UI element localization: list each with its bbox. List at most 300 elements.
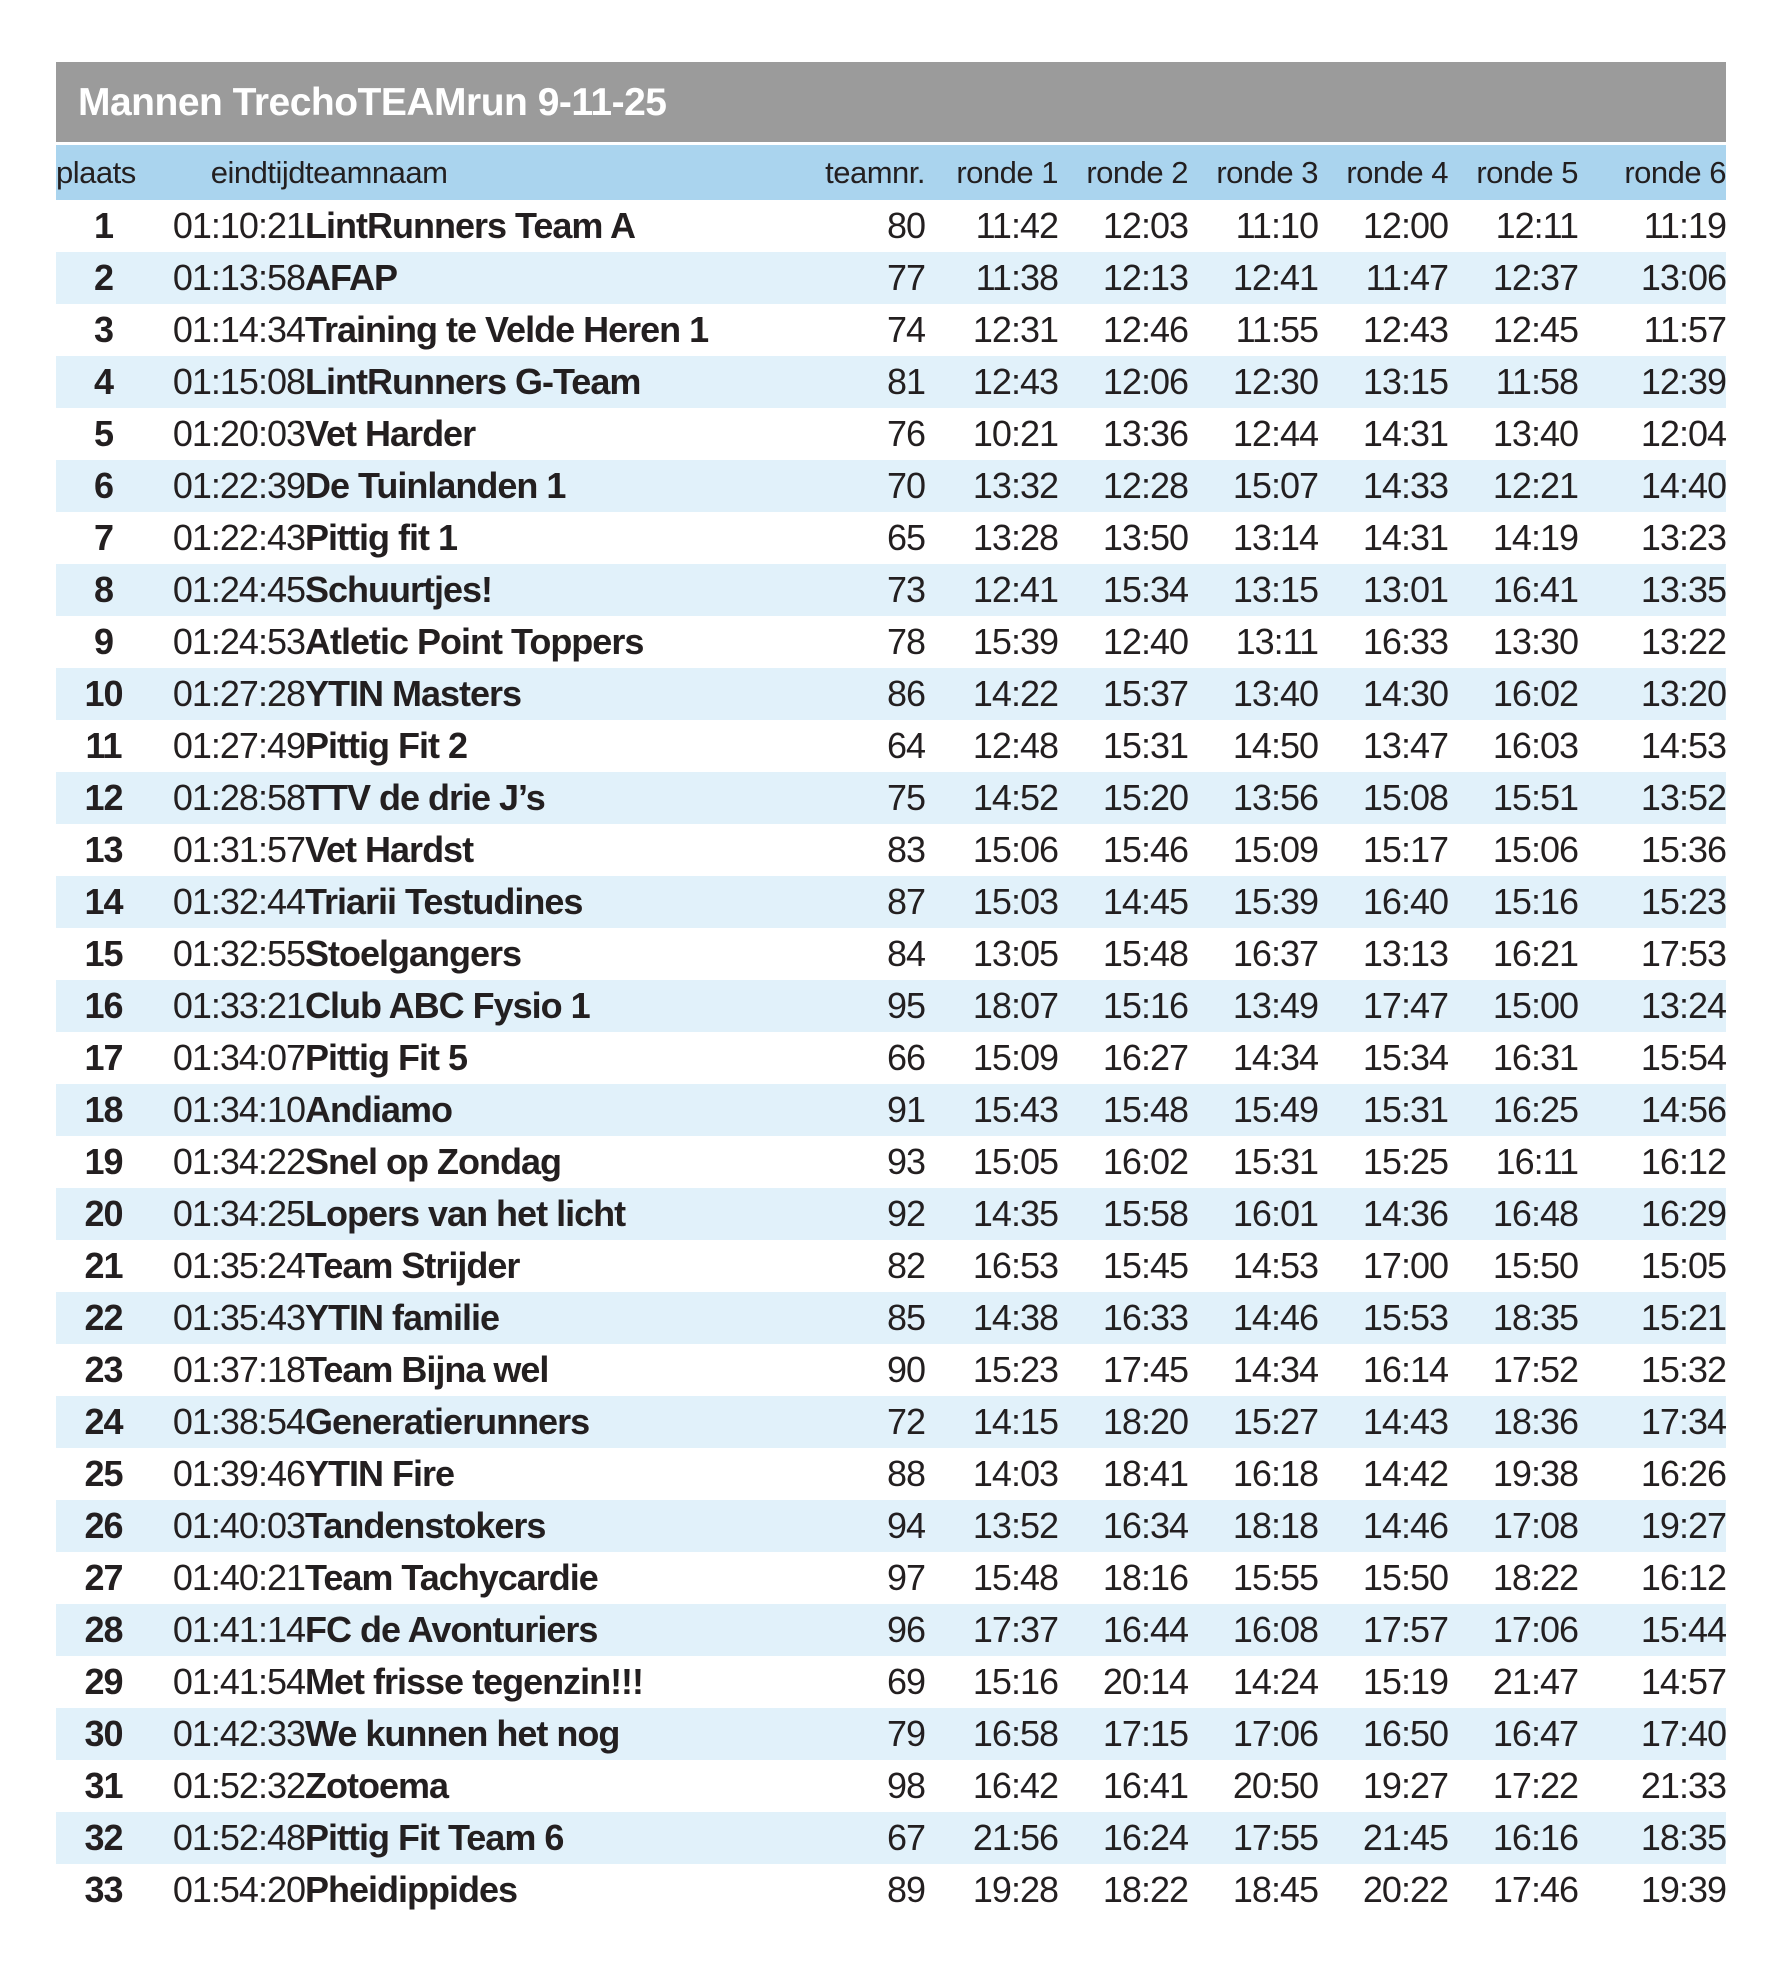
plaats-cell: 22: [84, 1297, 123, 1338]
teamnr-cell: 94: [886, 1505, 925, 1546]
ronde-2-cell: 16:02: [1102, 1141, 1188, 1182]
ronde-3-cell: 14:46: [1232, 1297, 1318, 1338]
table-row: [56, 1604, 1726, 1656]
teamnaam-cell: Team Strijder: [305, 1245, 520, 1286]
teamnr-cell: 84: [886, 933, 925, 974]
ronde-4-cell: 16:50: [1362, 1713, 1448, 1754]
ronde-4-cell: 12:00: [1362, 205, 1448, 246]
ronde-4-cell: 15:17: [1362, 829, 1448, 870]
teamnr-cell: 65: [886, 517, 925, 558]
teamnr-cell: 70: [886, 465, 925, 506]
plaats-cell: 25: [84, 1453, 123, 1494]
ronde-2-cell: 16:33: [1102, 1297, 1188, 1338]
teamnr-cell: 97: [886, 1557, 925, 1598]
eindtijd-cell: 01:14:34: [172, 309, 305, 350]
ronde-3-cell: 16:18: [1232, 1453, 1318, 1494]
ronde-4-cell: 11:47: [1365, 257, 1448, 298]
ronde-6-cell: 15:54: [1640, 1037, 1726, 1078]
ronde-2-cell: 16:41: [1102, 1765, 1188, 1806]
teamnaam-cell: YTIN Masters: [305, 673, 522, 714]
ronde-3-cell: 13:11: [1235, 621, 1318, 662]
ronde-4-cell: 15:31: [1362, 1089, 1448, 1130]
teamnaam-cell: Zotoema: [305, 1765, 449, 1806]
ronde-2-cell: 12:06: [1102, 361, 1188, 402]
eindtijd-cell: 01:28:58: [172, 777, 305, 818]
ronde-2-cell: 16:44: [1102, 1609, 1188, 1650]
ronde-5-cell: 16:48: [1492, 1193, 1578, 1234]
plaats-cell: 27: [84, 1557, 123, 1598]
table-row: [56, 1656, 1726, 1708]
teamnr-cell: 76: [886, 413, 925, 454]
teamnr-cell: 82: [886, 1245, 925, 1286]
ronde-3-cell: 13:49: [1232, 985, 1318, 1026]
ronde-6-cell: 13:23: [1640, 517, 1726, 558]
ronde-2-cell: 15:34: [1102, 569, 1188, 610]
teamnr-cell: 73: [886, 569, 925, 610]
ronde-1-cell: 15:09: [972, 1037, 1058, 1078]
teamnr-cell: 77: [886, 257, 925, 298]
ronde-5-cell: 16:47: [1492, 1713, 1578, 1754]
teamnaam-cell: Club ABC Fysio 1: [305, 985, 590, 1026]
ronde-2-cell: 15:46: [1102, 829, 1188, 870]
ronde-6-cell: 11:57: [1643, 309, 1726, 350]
ronde-1-cell: 15:03: [972, 881, 1058, 922]
eindtijd-cell: 01:35:24: [172, 1245, 305, 1286]
ronde-1-cell: 15:43: [972, 1089, 1058, 1130]
teamnr-cell: 96: [886, 1609, 925, 1650]
plaats-cell: 2: [93, 257, 114, 298]
ronde-1-cell: 16:58: [972, 1713, 1058, 1754]
ronde-4-cell: 13:15: [1362, 361, 1448, 402]
plaats-cell: 28: [84, 1609, 123, 1650]
table-row: [56, 1188, 1726, 1240]
eindtijd-cell: 01:40:21: [172, 1557, 305, 1598]
teamnr-cell: 78: [886, 621, 925, 662]
eindtijd-cell: 01:37:18: [172, 1349, 305, 1390]
ronde-5-cell: 12:11: [1495, 205, 1578, 246]
eindtijd-cell: 01:31:57: [172, 829, 305, 870]
ronde-1-cell: 14:22: [972, 673, 1058, 714]
column-header-ronde-6: ronde 6: [1578, 145, 1726, 200]
ronde-2-cell: 18:22: [1102, 1869, 1188, 1910]
ronde-2-cell: 18:20: [1102, 1401, 1188, 1442]
ronde-4-cell: 17:00: [1362, 1245, 1448, 1286]
eindtijd-cell: 01:41:14: [172, 1609, 305, 1650]
ronde-5-cell: 18:35: [1492, 1297, 1578, 1338]
plaats-cell: 16: [84, 985, 123, 1026]
teamnaam-cell: Team Bijna wel: [305, 1349, 549, 1390]
ronde-6-cell: 16:29: [1640, 1193, 1726, 1234]
teamnr-cell: 80: [886, 205, 925, 246]
ronde-3-cell: 18:45: [1232, 1869, 1318, 1910]
table-row: [56, 1344, 1726, 1396]
teamnr-cell: 86: [886, 673, 925, 714]
teamnaam-cell: Pheidippides: [305, 1869, 518, 1910]
ronde-4-cell: 17:57: [1362, 1609, 1448, 1650]
ronde-2-cell: 14:45: [1102, 881, 1188, 922]
table-row: [56, 876, 1726, 928]
table-row: [56, 1084, 1726, 1136]
teamnaam-cell: Team Tachycardie: [305, 1557, 598, 1598]
ronde-5-cell: 16:31: [1492, 1037, 1578, 1078]
ronde-3-cell: 14:24: [1232, 1661, 1318, 1702]
teamnaam-cell: Schuurtjes!: [305, 569, 493, 610]
ronde-3-cell: 14:50: [1232, 725, 1318, 766]
eindtijd-cell: 01:52:48: [172, 1817, 305, 1858]
eindtijd-cell: 01:27:28: [172, 673, 305, 714]
column-header-teamnaam: teamnaam: [305, 145, 805, 200]
teamnr-cell: 93: [886, 1141, 925, 1182]
ronde-3-cell: 13:56: [1232, 777, 1318, 818]
ronde-5-cell: 11:58: [1495, 361, 1578, 402]
teamnaam-cell: Lopers van het licht: [305, 1193, 626, 1234]
ronde-1-cell: 15:16: [972, 1661, 1058, 1702]
ronde-4-cell: 14:42: [1362, 1453, 1448, 1494]
ronde-1-cell: 14:35: [972, 1193, 1058, 1234]
table-row: [56, 616, 1726, 668]
ronde-1-cell: 15:06: [972, 829, 1058, 870]
ronde-6-cell: 15:21: [1640, 1297, 1726, 1338]
eindtijd-cell: 01:54:20: [172, 1869, 305, 1910]
teamnr-cell: 83: [886, 829, 925, 870]
ronde-4-cell: 17:47: [1362, 985, 1448, 1026]
ronde-5-cell: 16:21: [1492, 933, 1578, 974]
teamnr-cell: 81: [886, 361, 925, 402]
teamnaam-cell: LintRunners G-Team: [305, 361, 641, 402]
teamnaam-cell: TTV de drie J’s: [305, 777, 545, 818]
eindtijd-cell: 01:41:54: [172, 1661, 305, 1702]
teamnr-cell: 67: [886, 1817, 925, 1858]
plaats-cell: 7: [93, 517, 114, 558]
table-row: [56, 408, 1726, 460]
ronde-6-cell: 16:12: [1640, 1141, 1726, 1182]
plaats-cell: 29: [84, 1661, 123, 1702]
ronde-3-cell: 14:34: [1232, 1037, 1318, 1078]
ronde-4-cell: 12:43: [1362, 309, 1448, 350]
table-row: [56, 200, 1726, 252]
ronde-2-cell: 15:45: [1102, 1245, 1188, 1286]
ronde-6-cell: 17:53: [1640, 933, 1726, 974]
teamnaam-cell: Pittig Fit Team 6: [305, 1817, 564, 1858]
teamnaam-cell: YTIN familie: [305, 1297, 500, 1338]
eindtijd-cell: 01:32:44: [172, 881, 305, 922]
column-header-teamnr: teamnr.: [805, 145, 925, 200]
ronde-1-cell: 13:05: [972, 933, 1058, 974]
plaats-cell: 9: [93, 621, 114, 662]
ronde-6-cell: 19:27: [1640, 1505, 1726, 1546]
ronde-3-cell: 18:18: [1232, 1505, 1318, 1546]
ronde-6-cell: 14:53: [1640, 725, 1726, 766]
table-row: [56, 928, 1726, 980]
ronde-3-cell: 13:15: [1232, 569, 1318, 610]
ronde-5-cell: 16:03: [1492, 725, 1578, 766]
teamnr-cell: 98: [886, 1765, 925, 1806]
ronde-4-cell: 14:36: [1362, 1193, 1448, 1234]
ronde-6-cell: 15:44: [1640, 1609, 1726, 1650]
teamnaam-cell: AFAP: [305, 257, 398, 298]
teamnaam-cell: FC de Avonturiers: [305, 1609, 598, 1650]
ronde-1-cell: 14:52: [972, 777, 1058, 818]
ronde-2-cell: 20:14: [1102, 1661, 1188, 1702]
ronde-2-cell: 15:37: [1102, 673, 1188, 714]
ronde-5-cell: 16:16: [1492, 1817, 1578, 1858]
ronde-1-cell: 15:23: [972, 1349, 1058, 1390]
ronde-6-cell: 15:05: [1640, 1245, 1726, 1286]
ronde-1-cell: 15:05: [972, 1141, 1058, 1182]
teamnaam-cell: Stoelgangers: [305, 933, 522, 974]
ronde-3-cell: 16:37: [1232, 933, 1318, 974]
teamnaam-cell: Generatierunners: [305, 1401, 590, 1442]
eindtijd-cell: 01:34:10: [172, 1089, 305, 1130]
ronde-2-cell: 15:48: [1102, 1089, 1188, 1130]
ronde-6-cell: 17:34: [1640, 1401, 1726, 1442]
ronde-2-cell: 17:45: [1102, 1349, 1188, 1390]
ronde-1-cell: 17:37: [972, 1609, 1058, 1650]
table-row: [56, 252, 1726, 304]
ronde-2-cell: 12:46: [1102, 309, 1188, 350]
ronde-6-cell: 11:19: [1643, 205, 1726, 246]
ronde-1-cell: 14:15: [972, 1401, 1058, 1442]
teamnaam-cell: Pittig Fit 2: [305, 725, 467, 766]
ronde-3-cell: 15:39: [1232, 881, 1318, 922]
eindtijd-cell: 01:22:39: [172, 465, 305, 506]
ronde-5-cell: 13:30: [1492, 621, 1578, 662]
ronde-4-cell: 13:13: [1362, 933, 1448, 974]
ronde-1-cell: 15:39: [972, 621, 1058, 662]
ronde-4-cell: 14:46: [1362, 1505, 1448, 1546]
ronde-6-cell: 13:52: [1640, 777, 1726, 818]
ronde-3-cell: 16:01: [1232, 1193, 1318, 1234]
ronde-3-cell: 20:50: [1232, 1765, 1318, 1806]
eindtijd-cell: 01:40:03: [172, 1505, 305, 1546]
ronde-4-cell: 16:14: [1362, 1349, 1448, 1390]
plaats-cell: 12: [84, 777, 123, 818]
results-table: [56, 145, 1726, 1916]
ronde-2-cell: 13:50: [1102, 517, 1188, 558]
eindtijd-cell: 01:20:03: [172, 413, 305, 454]
ronde-1-cell: 16:42: [972, 1765, 1058, 1806]
ronde-6-cell: 12:04: [1640, 413, 1726, 454]
eindtijd-cell: 01:38:54: [172, 1401, 305, 1442]
ronde-2-cell: 17:15: [1102, 1713, 1188, 1754]
column-header-ronde-5: ronde 5: [1448, 145, 1578, 200]
table-row: [56, 1552, 1726, 1604]
plaats-cell: 18: [84, 1089, 123, 1130]
ronde-1-cell: 14:03: [972, 1453, 1058, 1494]
ronde-5-cell: 15:00: [1492, 985, 1578, 1026]
ronde-5-cell: 16:41: [1492, 569, 1578, 610]
ronde-1-cell: 12:41: [972, 569, 1058, 610]
table-row: [56, 1136, 1726, 1188]
ronde-4-cell: 19:27: [1362, 1765, 1448, 1806]
ronde-6-cell: 13:06: [1640, 257, 1726, 298]
ronde-6-cell: 16:12: [1640, 1557, 1726, 1598]
ronde-4-cell: 15:25: [1362, 1141, 1448, 1182]
teamnaam-cell: Atletic Point Toppers: [305, 621, 644, 662]
plaats-cell: 8: [93, 569, 114, 610]
ronde-1-cell: 12:48: [972, 725, 1058, 766]
ronde-3-cell: 14:34: [1232, 1349, 1318, 1390]
teamnaam-cell: YTIN Fire: [305, 1453, 455, 1494]
ronde-5-cell: 19:38: [1492, 1453, 1578, 1494]
plaats-cell: 32: [84, 1817, 123, 1858]
eindtijd-cell: 01:52:32: [172, 1765, 305, 1806]
plaats-cell: 6: [93, 465, 114, 506]
ronde-2-cell: 16:27: [1102, 1037, 1188, 1078]
eindtijd-cell: 01:33:21: [172, 985, 305, 1026]
ronde-5-cell: 13:40: [1492, 413, 1578, 454]
ronde-6-cell: 17:40: [1640, 1713, 1726, 1754]
ronde-1-cell: 19:28: [972, 1869, 1058, 1910]
eindtijd-cell: 01:32:55: [172, 933, 305, 974]
ronde-1-cell: 12:43: [972, 361, 1058, 402]
ronde-6-cell: 16:26: [1640, 1453, 1726, 1494]
ronde-6-cell: 15:32: [1640, 1349, 1726, 1390]
table-row: [56, 512, 1726, 564]
teamnr-cell: 88: [886, 1453, 925, 1494]
ronde-6-cell: 18:35: [1640, 1817, 1726, 1858]
ronde-2-cell: 13:36: [1102, 413, 1188, 454]
teamnaam-cell: Met frisse tegenzin!!!: [305, 1661, 644, 1702]
ronde-6-cell: 14:40: [1640, 465, 1726, 506]
plaats-cell: 14: [84, 881, 123, 922]
table-row: [56, 1812, 1726, 1864]
plaats-cell: 15: [84, 933, 123, 974]
ronde-4-cell: 14:31: [1362, 413, 1448, 454]
teamnr-cell: 85: [886, 1297, 925, 1338]
ronde-4-cell: 16:33: [1362, 621, 1448, 662]
ronde-3-cell: 13:40: [1232, 673, 1318, 714]
column-header-ronde-1: ronde 1: [925, 145, 1058, 200]
table-row: [56, 1396, 1726, 1448]
page-title: Mannen TrechoTEAMrun 9-11-25: [56, 62, 1726, 142]
eindtijd-cell: 01:34:07: [172, 1037, 305, 1078]
ronde-4-cell: 16:40: [1362, 881, 1448, 922]
ronde-4-cell: 13:01: [1362, 569, 1448, 610]
plaats-cell: 17: [84, 1037, 123, 1078]
ronde-6-cell: 15:23: [1640, 881, 1726, 922]
ronde-5-cell: 18:22: [1492, 1557, 1578, 1598]
ronde-1-cell: 14:38: [972, 1297, 1058, 1338]
table-row: [56, 356, 1726, 408]
plaats-cell: 24: [84, 1401, 123, 1442]
ronde-5-cell: 16:02: [1492, 673, 1578, 714]
table-row: [56, 1240, 1726, 1292]
ronde-4-cell: 14:33: [1362, 465, 1448, 506]
table-row: [56, 1760, 1726, 1812]
plaats-cell: 20: [84, 1193, 123, 1234]
ronde-3-cell: 17:06: [1232, 1713, 1318, 1754]
table-row: [56, 1500, 1726, 1552]
teamnr-cell: 72: [886, 1401, 925, 1442]
ronde-5-cell: 17:46: [1492, 1869, 1578, 1910]
ronde-1-cell: 11:38: [975, 257, 1058, 298]
ronde-3-cell: 13:14: [1232, 517, 1318, 558]
ronde-2-cell: 15:31: [1102, 725, 1188, 766]
plaats-cell: 10: [84, 673, 123, 714]
plaats-cell: 13: [84, 829, 123, 870]
ronde-2-cell: 18:16: [1102, 1557, 1188, 1598]
teamnaam-cell: Vet Harder: [305, 413, 476, 454]
ronde-5-cell: 16:11: [1495, 1141, 1578, 1182]
ronde-3-cell: 11:10: [1235, 205, 1318, 246]
plaats-cell: 19: [84, 1141, 123, 1182]
ronde-4-cell: 15:53: [1362, 1297, 1448, 1338]
column-header-eindtijd: eindtijd: [151, 145, 305, 200]
ronde-4-cell: 15:50: [1362, 1557, 1448, 1598]
ronde-3-cell: 11:55: [1235, 309, 1318, 350]
teamnr-cell: 64: [886, 725, 925, 766]
teamnaam-cell: Training te Velde Heren 1: [305, 309, 709, 350]
ronde-1-cell: 15:48: [972, 1557, 1058, 1598]
header-row: [56, 145, 1726, 200]
ronde-1-cell: 21:56: [972, 1817, 1058, 1858]
ronde-3-cell: 15:27: [1232, 1401, 1318, 1442]
ronde-2-cell: 16:24: [1102, 1817, 1188, 1858]
ronde-3-cell: 15:09: [1232, 829, 1318, 870]
teamnr-cell: 75: [886, 777, 925, 818]
teamnaam-cell: LintRunners Team A: [305, 205, 636, 246]
column-header-ronde-4: ronde 4: [1318, 145, 1448, 200]
ronde-5-cell: 15:06: [1492, 829, 1578, 870]
ronde-4-cell: 15:08: [1362, 777, 1448, 818]
plaats-cell: 33: [84, 1869, 123, 1910]
plaats-cell: 3: [93, 309, 114, 350]
teamnr-cell: 92: [886, 1193, 925, 1234]
ronde-2-cell: 12:03: [1102, 205, 1188, 246]
eindtijd-cell: 01:34:22: [172, 1141, 305, 1182]
ronde-5-cell: 15:50: [1492, 1245, 1578, 1286]
ronde-5-cell: 21:47: [1492, 1661, 1578, 1702]
plaats-cell: 1: [93, 205, 114, 246]
teamnaam-cell: Pittig fit 1: [305, 517, 457, 558]
ronde-6-cell: 14:56: [1640, 1089, 1726, 1130]
results-sheet: [56, 62, 1726, 1916]
ronde-5-cell: 18:36: [1492, 1401, 1578, 1442]
ronde-5-cell: 12:37: [1492, 257, 1578, 298]
table-row: [56, 304, 1726, 356]
ronde-1-cell: 13:52: [972, 1505, 1058, 1546]
eindtijd-cell: 01:24:53: [172, 621, 305, 662]
ronde-6-cell: 13:24: [1640, 985, 1726, 1026]
plaats-cell: 31: [84, 1765, 123, 1806]
teamnr-cell: 90: [886, 1349, 925, 1390]
ronde-6-cell: 14:57: [1640, 1661, 1726, 1702]
ronde-5-cell: 15:16: [1492, 881, 1578, 922]
ronde-2-cell: 15:20: [1102, 777, 1188, 818]
ronde-4-cell: 14:31: [1362, 517, 1448, 558]
ronde-3-cell: 12:44: [1232, 413, 1318, 454]
column-header-ronde-2: ronde 2: [1058, 145, 1188, 200]
teamnaam-cell: Vet Hardst: [305, 829, 474, 870]
teamnr-cell: 87: [886, 881, 925, 922]
ronde-3-cell: 17:55: [1232, 1817, 1318, 1858]
ronde-6-cell: 13:22: [1640, 621, 1726, 662]
table-row: [56, 980, 1726, 1032]
eindtijd-cell: 01:42:33: [172, 1713, 305, 1754]
ronde-2-cell: 15:48: [1102, 933, 1188, 974]
eindtijd-cell: 01:24:45: [172, 569, 305, 610]
ronde-6-cell: 12:39: [1640, 361, 1726, 402]
ronde-5-cell: 17:08: [1492, 1505, 1578, 1546]
table-row: [56, 1032, 1726, 1084]
ronde-1-cell: 16:53: [972, 1245, 1058, 1286]
ronde-6-cell: 19:39: [1640, 1869, 1726, 1910]
ronde-3-cell: 14:53: [1232, 1245, 1318, 1286]
table-row: [56, 1864, 1726, 1916]
ronde-1-cell: 10:21: [972, 413, 1058, 454]
ronde-3-cell: 15:55: [1232, 1557, 1318, 1598]
